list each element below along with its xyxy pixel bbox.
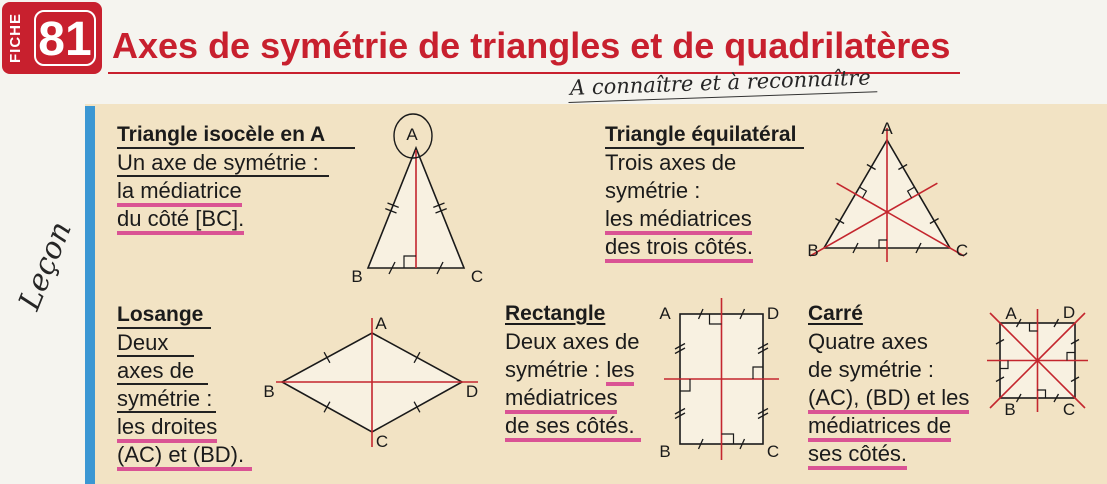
text-line-highlighted: les médiatrices <box>605 207 752 235</box>
text-line-highlighted: la médiatrice <box>117 179 242 207</box>
vertex-label-a: A <box>375 314 387 333</box>
text-line: axes de <box>117 359 208 385</box>
section-title: Rectangle <box>505 302 606 325</box>
text-line: symétrie : <box>505 357 601 382</box>
handwritten-margin-note: Leçon <box>12 216 79 315</box>
text-line: symétrie : <box>117 387 216 413</box>
page-title: Axes de symétrie de triangles et de quadrilatères <box>112 25 951 66</box>
text-line-highlighted: les <box>606 358 634 386</box>
text-line-highlighted: les droites <box>117 415 217 443</box>
text-line-highlighted: de ses côtés. <box>505 414 641 442</box>
vertex-label-c: C <box>955 241 969 260</box>
text-line-highlighted: médiatrices <box>505 386 617 414</box>
rhombus-figure <box>263 314 478 451</box>
fiche-number: 81 <box>34 10 96 66</box>
vertex-label-c: C <box>766 442 780 461</box>
text-line: Un axe de symétrie : <box>117 151 329 177</box>
text-line-highlighted: (AC), (BD) et les <box>808 386 969 414</box>
vertex-label-c: C <box>1062 400 1076 419</box>
vertex-label-c: C <box>375 432 389 451</box>
text-line-highlighted: (AC) et (BD). <box>117 443 252 471</box>
vertex-label-d: D <box>465 382 479 401</box>
text-line-highlighted: des trois côtés. <box>605 235 753 263</box>
text-line: Deux <box>117 331 194 357</box>
fiche-label: FICHE <box>7 13 24 63</box>
text-line-highlighted: médiatrices de <box>808 414 951 442</box>
text-line: de symétrie : <box>808 357 934 382</box>
vertex-label-b: B <box>351 267 363 286</box>
text-line-highlighted: du côté [BC]. <box>117 207 244 235</box>
vertex-label-d: D <box>766 304 780 323</box>
vertex-label-b: B <box>659 442 671 461</box>
section-title: Carré <box>808 302 863 325</box>
text-line: Deux axes de <box>505 329 640 354</box>
vertex-label-a: A <box>406 125 418 144</box>
vertex-label-b: B <box>807 241 819 260</box>
section-title: Triangle équilatéral <box>605 123 804 149</box>
text-line: Quatre axes <box>808 329 928 354</box>
vertex-label-b: B <box>1004 400 1016 419</box>
vertex-label-a: A <box>659 304 671 323</box>
text-line: symétrie : <box>605 178 701 203</box>
equilateral-triangle-figure <box>807 119 968 262</box>
rectangle-figure <box>659 298 779 461</box>
isosceles-triangle-figure <box>351 114 483 286</box>
text-line-highlighted: ses côtés. <box>808 442 907 470</box>
vertex-label-c: C <box>470 267 484 286</box>
section-title: Triangle isocèle en A <box>117 123 355 149</box>
vertex-label-d: D <box>1062 303 1076 322</box>
section-title: Losange <box>117 303 211 329</box>
vertex-label-a: A <box>881 119 893 138</box>
text-line: Trois axes de <box>605 150 737 175</box>
vertex-label-a: A <box>1005 304 1017 323</box>
vertex-label-b: B <box>263 382 275 401</box>
handwritten-top-note-text: A connaître et à reconnaître <box>568 65 878 103</box>
square-figure <box>987 303 1088 419</box>
